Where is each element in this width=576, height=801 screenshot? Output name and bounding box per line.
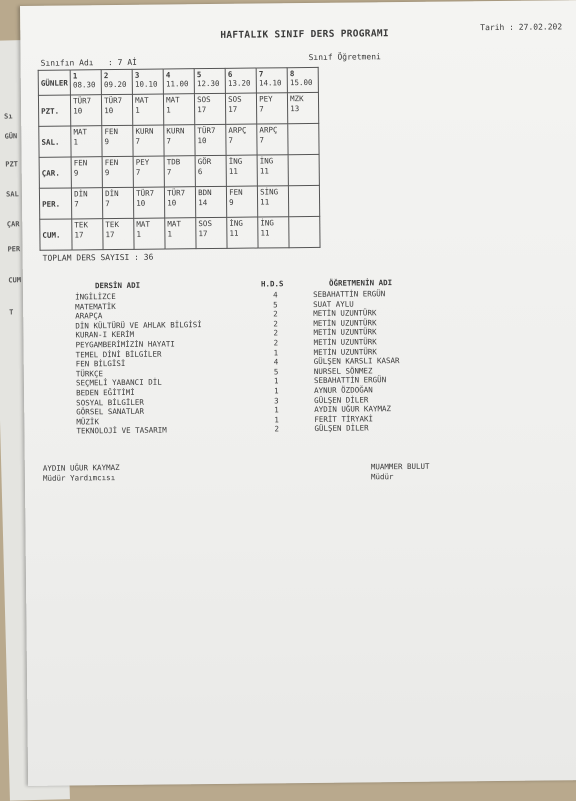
period-time: 14.10 (259, 78, 285, 88)
schedule-header-row (38, 67, 318, 95)
schedule-cell (164, 187, 195, 218)
weekly-hours-header: H.D.S (261, 279, 284, 288)
lesson-code: FEN (104, 127, 130, 137)
lesson-code: TÜR7 (73, 96, 99, 106)
schedule-day-row (38, 92, 318, 126)
period-header-cell (256, 68, 287, 93)
lesson-code: KURN (166, 126, 192, 136)
lesson-code: DİN (74, 189, 100, 199)
lesson-code: FEN (74, 158, 100, 168)
lesson-code: MAT (73, 127, 99, 137)
period-number: 4 (166, 70, 192, 79)
period-number: 1 (73, 71, 99, 80)
teacher-code: 9 (229, 198, 255, 208)
vice-principal-signature (43, 463, 120, 484)
schedule-day-row (39, 185, 319, 219)
period-header-cell (287, 67, 318, 92)
teacher-name: AYNUR ÖZDOĞAN (314, 385, 373, 395)
schedule-cell (165, 218, 196, 249)
schedule-cell (226, 155, 257, 186)
weekly-hours: 4 (274, 358, 279, 367)
period-time: 11.00 (166, 79, 192, 89)
teacher-name: SUAT AYLU (313, 299, 354, 308)
schedule-cell (133, 156, 164, 187)
day-name: ÇAR. (39, 157, 71, 188)
teacher-code: 9 (105, 168, 131, 178)
schedule-cell (257, 186, 288, 217)
lesson-code: ARPÇ (259, 125, 285, 135)
teacher-name: METİN UZUNTÜRK (313, 318, 376, 328)
day-name: CUM. (40, 219, 72, 250)
teacher-code: 17 (105, 230, 131, 240)
schedule-cell (196, 217, 227, 248)
teacher-name: GÜLŞEN KARSLI KASAR (314, 356, 400, 366)
schedule-cell (133, 94, 164, 125)
weekly-hours: 5 (274, 367, 279, 376)
lesson-name: İNGİLİZCE (75, 292, 116, 301)
schedule-cell (226, 186, 257, 217)
period-header-cell (132, 69, 163, 94)
period-header-cell (225, 68, 256, 93)
teacher-code: 1 (136, 230, 162, 240)
schedule-cell (227, 217, 258, 248)
lesson-code: TDB (167, 157, 193, 167)
lesson-name: SOSYAL BİLGİLER (76, 397, 144, 407)
schedule-cell (288, 92, 319, 123)
lesson-code: İNG (260, 156, 286, 166)
period-time: 08.30 (73, 80, 99, 90)
teacher-code: 6 (198, 167, 224, 177)
teacher-code: 10 (73, 106, 99, 116)
vice-principal-name: AYDIN UĞUR KAYMAZ (43, 463, 120, 474)
lesson-name: BEDEN EĞİTİMİ (76, 388, 135, 398)
teacher-name: AYDIN UĞUR KAYMAZ (314, 404, 391, 414)
teacher-code: 11 (260, 228, 286, 238)
lesson-name: GÖRSEL SANATLAR (76, 407, 144, 417)
lesson-code: SOS (228, 95, 254, 105)
schedule-cell (72, 188, 103, 219)
lesson-code: İNG (229, 219, 255, 229)
teacher-name: GÜLŞEN DİLER (314, 424, 368, 434)
schedule-cell (195, 186, 226, 217)
teacher-code: 7 (259, 135, 285, 145)
teacher-name: METİN UZUNTÜRK (313, 328, 376, 338)
period-header-cell (70, 70, 101, 95)
background-sheet-label: PZT (5, 160, 18, 168)
period-time: 12.30 (197, 79, 223, 89)
schedule-cell (133, 187, 164, 218)
schedule-document (20, 0, 576, 786)
lesson-code: SİNG (260, 187, 286, 197)
teacher-name: METİN UZUNTÜRK (313, 308, 376, 318)
weekly-hours: 1 (274, 415, 279, 424)
period-number: 3 (135, 71, 161, 80)
weekly-hours: 3 (274, 396, 279, 405)
schedule-cell (71, 95, 102, 126)
teacher-code: 1 (167, 229, 193, 239)
lesson-code: ARPÇ (228, 126, 254, 136)
principal-signature (371, 462, 430, 483)
schedule-cell (102, 156, 133, 187)
lesson-code: SOS (198, 219, 224, 229)
background-sheet-label: GÜN (4, 132, 17, 140)
teacher-code: 11 (229, 229, 255, 239)
schedule-cell (134, 218, 165, 249)
lesson-code: TÜR7 (167, 188, 193, 198)
lesson-name-header: DERSİN ADI (95, 281, 140, 290)
lesson-name: MATEMATİK (75, 302, 116, 311)
lesson-code: DİN (105, 189, 131, 199)
lesson-name: SEÇMELİ YABANCI DİL (76, 378, 162, 388)
period-number: 8 (290, 69, 316, 78)
lesson-code: KURN (135, 127, 161, 137)
period-header-cell (101, 69, 132, 94)
teacher-name: METİN UZUNTÜRK (313, 337, 376, 347)
teacher-code: 1 (73, 137, 99, 147)
teacher-code: 7 (167, 167, 193, 177)
teacher-code: 11 (260, 197, 286, 207)
day-name: PZT. (38, 95, 70, 126)
principal-name: MUAMMER BULUT (371, 462, 430, 473)
class-name: Sınıfın Adı : 7 Aİ (41, 58, 137, 68)
class-teacher-label: Sınıf Öğretmeni (309, 52, 381, 62)
lesson-code: TÜR7 (104, 96, 130, 106)
lesson-code: İNG (229, 157, 255, 167)
lesson-code: FEN (229, 188, 255, 198)
teacher-code: 7 (105, 199, 131, 209)
teacher-code: 17 (74, 230, 100, 240)
teacher-code: 17 (228, 105, 254, 115)
schedule-cell (226, 93, 257, 124)
lesson-name: TÜRKÇE (76, 369, 103, 378)
lesson-code: İNG (260, 218, 286, 228)
teacher-code: 9 (104, 137, 130, 147)
weekly-hours: 4 (273, 290, 278, 299)
period-number: 7 (259, 69, 285, 78)
schedule-cell (102, 125, 133, 156)
teacher-code: 7 (135, 137, 161, 147)
teacher-name: METİN UZUNTÜRK (314, 347, 377, 357)
days-corner-cell: GÜNLER (38, 70, 70, 95)
teacher-name: NURSEL SÖNMEZ (314, 366, 373, 376)
period-number: 5 (197, 70, 223, 79)
schedule-cell (195, 124, 226, 155)
weekly-hours: 2 (274, 425, 279, 434)
period-time: 13.20 (228, 79, 254, 89)
teacher-code: 7 (136, 168, 162, 178)
day-name: SAL. (39, 126, 71, 157)
teacher-code: 1 (166, 105, 192, 115)
teacher-name: SEBAHATTİN ERGÜN (313, 289, 385, 299)
lesson-code: MAT (167, 219, 193, 229)
schedule-day-row (40, 216, 320, 250)
lesson-code: MAT (166, 95, 192, 105)
document-title: HAFTALIK SINIF DERS PROGRAMI (220, 28, 389, 41)
teacher-code: 7 (74, 199, 100, 209)
schedule-cell (164, 94, 195, 125)
schedule-cell (71, 126, 102, 157)
background-sheet-label: CUM (8, 276, 21, 284)
schedule-cell (257, 155, 288, 186)
teacher-code: 10 (197, 136, 223, 146)
lesson-name: DİN KÜLTÜRÜ VE AHLAK BİLGİSİ (75, 320, 202, 330)
background-sheet-label: ÇAR (7, 220, 20, 228)
day-name: PER. (39, 188, 71, 219)
schedule-cell (103, 187, 134, 218)
schedule-cell (289, 216, 320, 247)
weekly-hours: 2 (273, 319, 278, 328)
schedule-cell (195, 155, 226, 186)
schedule-cell (288, 123, 319, 154)
schedule-cell (195, 93, 226, 124)
teacher-code: 7 (166, 136, 192, 146)
teacher-code: 7 (259, 104, 285, 114)
period-header-cell (163, 69, 194, 94)
lesson-code: PEY (136, 158, 162, 168)
lesson-name: TEKNOLOJİ VE TASARIM (76, 426, 166, 436)
teacher-code: 13 (290, 104, 316, 114)
total-lessons: TOPLAM DERS SAYISI : 36 (43, 253, 154, 263)
period-header-cell (194, 68, 225, 93)
schedule-cell (258, 217, 289, 248)
teacher-code: 9 (74, 168, 100, 178)
period-number: 6 (228, 70, 254, 79)
teacher-name: FERİT TİRYAKİ (314, 414, 373, 424)
schedule-cell (288, 154, 319, 185)
schedule-cell (164, 125, 195, 156)
weekly-hours: 1 (274, 348, 279, 357)
teacher-code: 17 (197, 105, 223, 115)
vice-principal-title: Müdür Yardımcısı (43, 473, 120, 484)
schedule-cell (164, 156, 195, 187)
schedule-cell (133, 125, 164, 156)
lesson-code: SOS (197, 95, 223, 105)
teacher-name-header: ÖĞRETMENİN ADI (329, 278, 392, 288)
lesson-code: TÜR7 (197, 126, 223, 136)
teacher-code: 1 (135, 106, 161, 116)
weekly-hours: 5 (273, 300, 278, 309)
lesson-code: TÜR7 (136, 189, 162, 199)
background-sheet-label: Sı (4, 112, 13, 120)
schedule-day-row (39, 154, 319, 188)
lesson-name: KURAN-I KERİM (75, 330, 134, 340)
schedule-day-row (39, 123, 319, 157)
weekly-hours: 2 (273, 338, 278, 347)
lesson-name: TEMEL DİNİ BİLGİLER (76, 349, 162, 359)
weekly-hours: 1 (274, 406, 279, 415)
background-sheet-label: SAL (6, 190, 19, 198)
background-sheet-label: PER (7, 245, 20, 253)
schedule-cell (226, 124, 257, 155)
weekly-hours: 2 (273, 310, 278, 319)
schedule-cell (72, 219, 103, 250)
teacher-code: 11 (229, 167, 255, 177)
teacher-code: 11 (260, 166, 286, 176)
principal-title: Müdür (371, 472, 430, 483)
lesson-code: GÖR (198, 157, 224, 167)
weekly-hours: 2 (273, 329, 278, 338)
teacher-code: 10 (104, 106, 130, 116)
lesson-name: MÜZİK (76, 417, 99, 426)
schedule-cell (71, 157, 102, 188)
period-time: 15.00 (290, 78, 316, 88)
period-time: 10.10 (135, 80, 161, 90)
teacher-code: 14 (198, 198, 224, 208)
lesson-code: MZK (290, 94, 316, 104)
teacher-name: SEBAHATTİN ERGÜN (314, 376, 386, 386)
teacher-name: GÜLŞEN DİLER (314, 395, 368, 405)
schedule-cell (257, 93, 288, 124)
lesson-code: MAT (135, 96, 161, 106)
lesson-code: TEK (105, 220, 131, 230)
schedule-cell (288, 185, 319, 216)
lesson-name: FEN BİLGİSİ (76, 359, 126, 369)
background-sheet-label: T (9, 308, 13, 316)
lesson-name: PEYGAMBERİMİZİN HAYATI (76, 339, 175, 349)
schedule-cell (257, 124, 288, 155)
weekly-hours: 1 (274, 377, 279, 386)
weekly-hours: 1 (274, 386, 279, 395)
lesson-code: MAT (136, 220, 162, 230)
weekly-schedule-table (38, 67, 321, 251)
teacher-code: 10 (136, 199, 162, 209)
teacher-code: 7 (228, 136, 254, 146)
teacher-code: 17 (198, 229, 224, 239)
period-time: 09.20 (104, 80, 130, 90)
document-date: Tarih : 27.02.202 (480, 22, 562, 32)
teacher-code: 10 (167, 198, 193, 208)
lesson-name: ARAPÇA (75, 311, 102, 320)
schedule-cell (102, 94, 133, 125)
schedule-cell (103, 218, 134, 249)
lesson-code: BDN (198, 188, 224, 198)
lesson-code: TEK (74, 220, 100, 230)
lesson-code: FEN (105, 158, 131, 168)
lesson-code: PEY (259, 94, 285, 104)
period-number: 2 (104, 71, 130, 80)
